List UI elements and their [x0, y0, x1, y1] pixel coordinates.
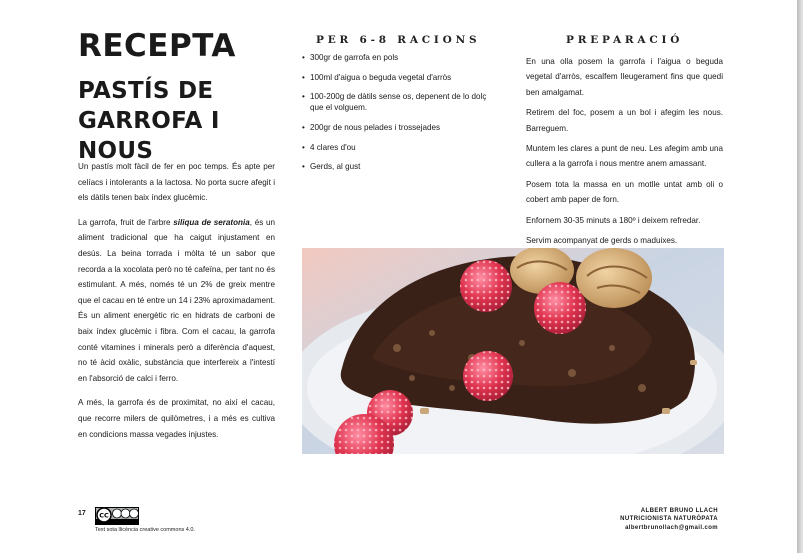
preparation-steps: [526, 54, 723, 253]
page-edge: [797, 0, 803, 553]
ingredient-item: • 4 clares d'ou: [302, 142, 497, 153]
intro-p2-start: La garrofa, fruit de l'arbre: [78, 217, 174, 227]
species-name: siliqua de seratonia: [173, 217, 250, 227]
author-block: [620, 507, 718, 532]
ingredient-item: • 200gr de nous pelades i trossejades: [302, 122, 497, 133]
ingredient-item: • 100-200g de dàtils sense os, depenent de lo dolç que el volguem.: [302, 91, 497, 113]
preparation-step: Muntem les clares a punt de neu. Les afegim amb una cullera a la garrofa i nous mentre anem amassant.: [526, 144, 723, 169]
creative-commons-icon: [95, 507, 139, 525]
intro-paragraph-3: A més, la garrofa és de proximitat, no així el cacau, que recorre milers de quilòmetres, i a més es cultiva en condicions massa vegades injustes.: [78, 398, 275, 439]
page-number: 17: [78, 510, 86, 517]
intro-paragraph-2: [78, 215, 275, 387]
preparation-step: En una olla posem la garrofa i l'aigua o beguda vegetal d'arròs, escalfem lleugerament fins que quedi ben amalgamat.: [526, 57, 723, 97]
ingredients-list: [302, 52, 497, 181]
intro-text: [78, 159, 275, 451]
recipe-name: PASTÍS DE GARROFA I NOUS: [78, 78, 220, 164]
ingredients-heading: PER 6-8 RACIONS: [316, 34, 481, 46]
author-role: NUTRICIONISTA NATURÒPATA: [620, 516, 718, 523]
intro-p2-rest: , és un aliment tradicional que ha caigut injustament en desús. La beina torrada i mòlta té un sabor que recorda a la xocolata però no té cafeïna, per tant no és estimulant. A més, només té un 2% de greix mentre que el cacau en té entre un 14 i 23% aproximadament. És un aliment energètic ric en hidrats de carboni de baix índex glucèmic i fibra. Com el cacau, la garrofa conté vitamines i minerals però a diferència d'aquest, no té àcid oxàlic, substància que interfereix a l'intestí en l'absorció de calci i ferro.: [78, 217, 275, 383]
intro-paragraph-1: Un pastís molt fàcil de fer en poc temps. És apte per celíacs i intolerants a la lactosa. No porta sucre afegit i els dàtils tenen baix índex glucèmic.: [78, 162, 275, 203]
preparation-step: Posem tota la massa en un motlle untat amb oli o cobert amb paper de forn.: [526, 179, 723, 205]
ingredient-item: • Gerds, al gust: [302, 161, 497, 172]
author-email: albertbrunollach@gmail.com: [625, 524, 718, 531]
preparation-step: Enfornem 30-35 minuts a 180º i deixem refredar.: [526, 215, 701, 225]
preparation-heading: PREPARACIÓ: [566, 34, 684, 46]
preparation-step: Retirem del foc, posem a un bol i afegim les nous. Barreguem.: [526, 108, 723, 133]
license-text: Text sota llicència creative commons 4.0.: [95, 527, 195, 533]
cake-photo: [302, 248, 724, 454]
license-badge-text: CC: [99, 511, 109, 520]
preparation-step: Servim acompanyat de gerds o maduixes.: [526, 236, 678, 246]
ingredient-item: • 300gr de garrofa en pols: [302, 52, 497, 63]
page-title: RECEPTA: [78, 28, 236, 64]
ingredient-item: • 100ml d'aigua o beguda vegetal d'arròs: [302, 72, 497, 83]
author-name: ALBERT BRUNO LLACH: [640, 508, 718, 514]
